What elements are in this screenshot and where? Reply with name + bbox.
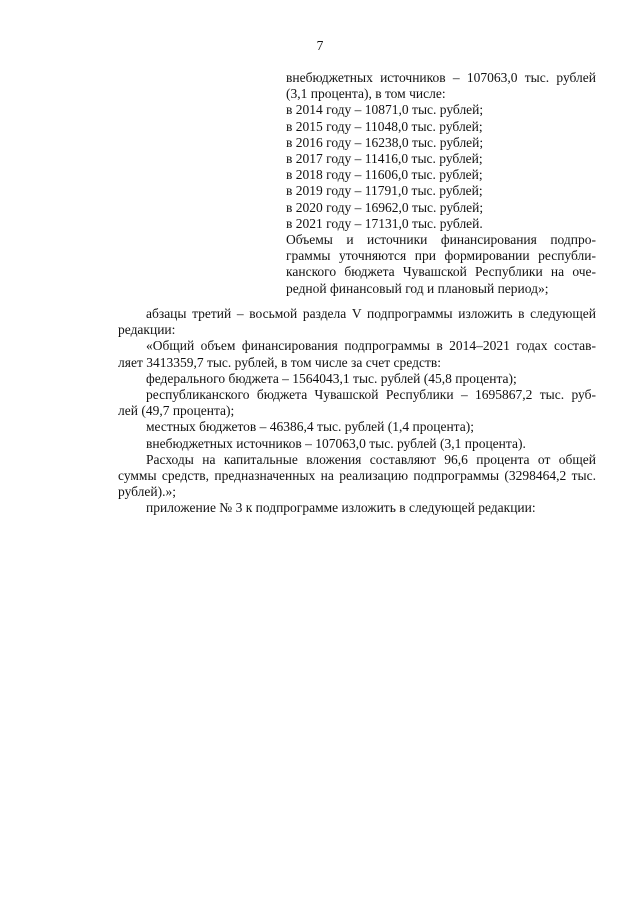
page-number: 7 <box>316 38 324 53</box>
text-line: в 2020 году – 16962,0 тыс. рублей; <box>286 199 484 215</box>
text-line: рублей).»; <box>118 484 177 500</box>
funding-sources-block <box>286 70 596 297</box>
text-line: в 2021 году – 17131,0 тыс. рублей. <box>286 215 483 231</box>
text-line: абзацы третий – восьмой раздела V подпрограммы изложить в следующей <box>146 306 596 321</box>
text-line: суммы средств, предназначенных на реализацию подпрограммы (3298464,2 тыс. <box>118 468 596 484</box>
text-line: в 2014 году – 10871,0 тыс. рублей; <box>286 102 484 118</box>
text-line: редакции: <box>118 322 176 338</box>
text-line: Расходы на капитальные вложения составляют 96,6 процента от общей <box>146 451 596 467</box>
text-line: редной финансовый год и плановый период»; <box>286 280 549 296</box>
text-line: в 2016 году – 16238,0 тыс. рублей; <box>286 134 484 150</box>
text-line: канского бюджета Чувашской Республики на оче- <box>286 264 596 280</box>
text-line: федерального бюджета – 1564043,1 тыс. рублей (45,8 процента); <box>146 370 517 386</box>
amendment-text <box>118 306 596 517</box>
text-line: приложение № 3 к подпрограмме изложить в следующей редакции: <box>146 500 536 516</box>
text-line: лей (49,7 процента); <box>118 403 235 419</box>
text-line: в 2019 году – 11791,0 тыс. рублей; <box>286 183 483 199</box>
text-line: внебюджетных источников – 107063,0 тыс. рублей (3,1 процента). <box>146 435 526 451</box>
text-line: ляет 3413359,7 тыс. рублей, в том числе за счет средств: <box>118 354 441 370</box>
text-line: республиканского бюджета Чувашской Республики – 1695867,2 тыс. руб- <box>146 387 596 403</box>
text-line: Объемы и источники финансирования подпро- <box>286 232 596 248</box>
text-line: в 2018 году – 11606,0 тыс. рублей; <box>286 167 483 183</box>
text-line: местных бюджетов – 46386,4 тыс. рублей (1,4 процента); <box>146 419 474 435</box>
text-line: «Общий объем финансирования подпрограммы в 2014–2021 годах состав- <box>146 338 596 354</box>
text-line: внебюджетных источников – 107063,0 тыс. рублей <box>286 70 596 85</box>
text-line: граммы уточняются при формировании республи- <box>286 248 596 264</box>
text-line: в 2017 году – 11416,0 тыс. рублей; <box>286 151 483 167</box>
text-line: (3,1 процента), в том числе: <box>286 86 446 102</box>
text-line: в 2015 году – 11048,0 тыс. рублей; <box>286 118 483 134</box>
